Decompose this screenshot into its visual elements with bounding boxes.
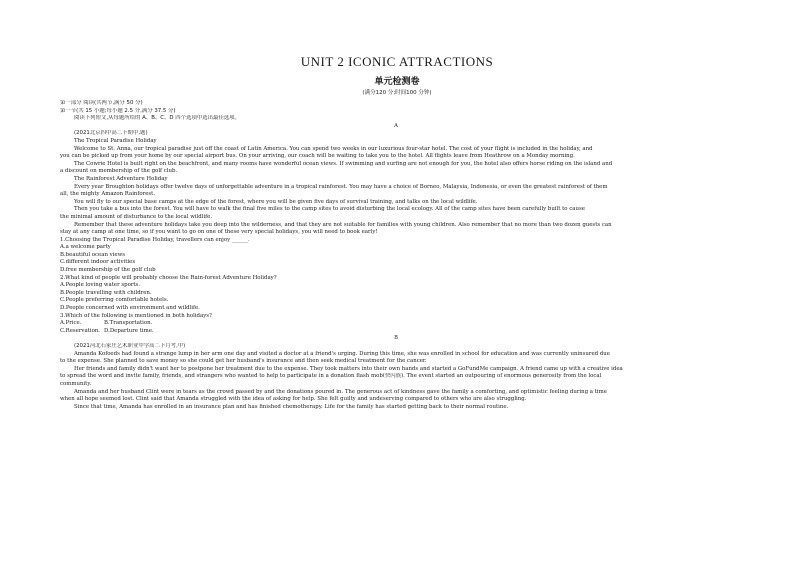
answer-option[interactable]: B.beautiful ocean views (60, 251, 125, 258)
passage-b-line: when all hope seemed lost. Clint said that Amanda struggled with the idea of asking for help. She felt guilty and undeserving compared to others who are also struggling. (60, 396, 527, 403)
passage-b-line: Since that time, Amanda has enrolled in an insurance plan and has finished chemotherapy. Life for the family has started getting back to their normal routine. (74, 403, 509, 410)
passage-b-line: Her friends and family didn't want her to postpone her treatment due to the expense. They took matters into their own hands and started a GoFundMe campaign. A friend came up with a creative idea (74, 365, 623, 372)
answer-option[interactable]: A.a welcome party (60, 244, 111, 251)
unit-title: UNIT 2 ICONIC ATTRACTIONS (300, 54, 494, 69)
answer-option[interactable]: C.People preferring comfortable hotels. (60, 297, 169, 304)
passage-b (60, 351, 732, 412)
unit-subtitle: 单元检测卷 (374, 77, 420, 87)
passage-a-line: You will fly to our special base camps at the edge of the forest, where you will be given five days of survival training, and talks on the local wildlife. (74, 198, 478, 205)
passage-a-label: A (394, 122, 398, 129)
passage-a-line: Then you take a bus into the forest. You will have to walk the final five miles to the camp sites to avoid disturbing the local ecology. All of the camp sites have been carefully built to cause (74, 206, 585, 213)
answer-option[interactable]: D.free membership of the golf club (60, 267, 156, 274)
passage-a-source: (2021北京四中高二下期中,题) (74, 130, 148, 137)
passage-a-line: Welcome to St. Anna, our tropical paradise just off the coast of Latin America. You can spend two weeks in our luxurious four-star hotel. The cost of your flight is included in the holiday, and (74, 145, 593, 152)
question-stem: 1.Choosing the Tropical Paradise Holiday, travellers can enjoy ______. (60, 236, 250, 243)
passage-a-heading: The Rainforest Adventure Holiday (74, 175, 168, 182)
answer-option[interactable]: A.People loving water sports. (60, 282, 141, 289)
passage-a-line: you can be picked up from your home by our special airport bus. On your arriving, our coach will be waiting to take you to the hotel. All flights leave from Heathrow on a Monday morning. (60, 153, 575, 160)
passage-a-line: The Cowrie Hotel is built right on the beachfront, and many rooms have wonderful ocean views. If swimming and surfing are not enough for you, the hotel also offers horse riding on the island and (74, 160, 613, 167)
answer-option[interactable]: D.Departure time. (104, 327, 154, 334)
answer-option[interactable]: C.Reservation. (60, 327, 101, 334)
answer-option-row (60, 328, 732, 336)
passage-a-line: Every year Broughton holidays offer twelve days of unforgettable adventure in a tropical rainforest. You may have a choice of Borneo, Malaysia, Indonesia, or even the greatest rainforest of them (74, 183, 608, 190)
answer-option[interactable]: B.People travelling with children. (60, 289, 152, 296)
answer-option[interactable]: A.Price. (60, 320, 82, 327)
passage-a-line: all, the mighty Amazon Rainforest. (60, 191, 156, 198)
passage-a-heading: The Tropical Paradise Holiday (74, 137, 157, 144)
question-2 (60, 275, 732, 313)
passage-b-line: Amanda Kofoeds had found a strange lump in her arm one day and visited a doctor at a friend's urging. During this time, she was enrolled in school for education and was currently uninsured due (74, 350, 610, 357)
passage-a-line: the minimal amount of disturbance to the local wildlife. (60, 213, 213, 220)
answer-option[interactable]: C.different indoor activities (60, 259, 136, 266)
document-body (60, 100, 732, 411)
passage-a-line: stay at any camp at one time, so if you want to go on one of these very special holidays, you will need to book early! (60, 229, 378, 236)
section-heading: 第一节(共 15 小题;每小题 2.5 分,满分 37.5 分) (60, 107, 176, 114)
exam-meta: (满分120 分;时间100 分钟) (362, 90, 432, 96)
question-3 (60, 313, 732, 336)
passage-a-line: Remember that these adventure holidays take you deep into the wilderness, and that they are not suitable for families with young children. Also remember that no more than two dozen guests can (74, 221, 612, 228)
passage-b-source: (2021河北石家庄艺术职业中学高二下月考,中) (74, 343, 186, 349)
passage-b-line: to the expense. She planned to save money so she could get her husband's insurance and then seek medical treatment for the cancer. (60, 358, 427, 365)
question-stem: 3.Which of the following is mentioned in both holidays? (60, 312, 212, 319)
passage-b-label: B (394, 335, 398, 342)
passage-a-line: a discount on membership of the golf club. (60, 168, 178, 175)
passage-b-line: to spread the word and invite family, friends, and strangers who wanted to help to participate in a donation flash mob(快闪族). The event started an outpouring of enormous generosity from the local (60, 373, 602, 380)
answer-option[interactable]: D.People concerned with environment and wildlife. (60, 305, 200, 312)
answer-option[interactable]: B.Transportation. (104, 320, 153, 327)
answer-option-row (60, 320, 732, 328)
question-stem: 2.What kind of people will probably choose the Rain-forest Adventure Holiday? (60, 274, 277, 281)
passage-b-line: Amanda and her husband Clint were in tears as the crowd passed by and the donations poured in. The generous act of kindness gave the family a comforting, and optimistic feeling during a time (74, 388, 607, 395)
directions: 阅读下列短文,从每题所给的 A、B、C、D 四个选项中选出最佳选项。 (74, 115, 240, 122)
passage-a (60, 138, 732, 237)
question-1 (60, 237, 732, 275)
part-heading: 第一部分 阅读(共两节,满分 50 分) (60, 100, 143, 106)
passage-b-line: community. (60, 380, 92, 387)
